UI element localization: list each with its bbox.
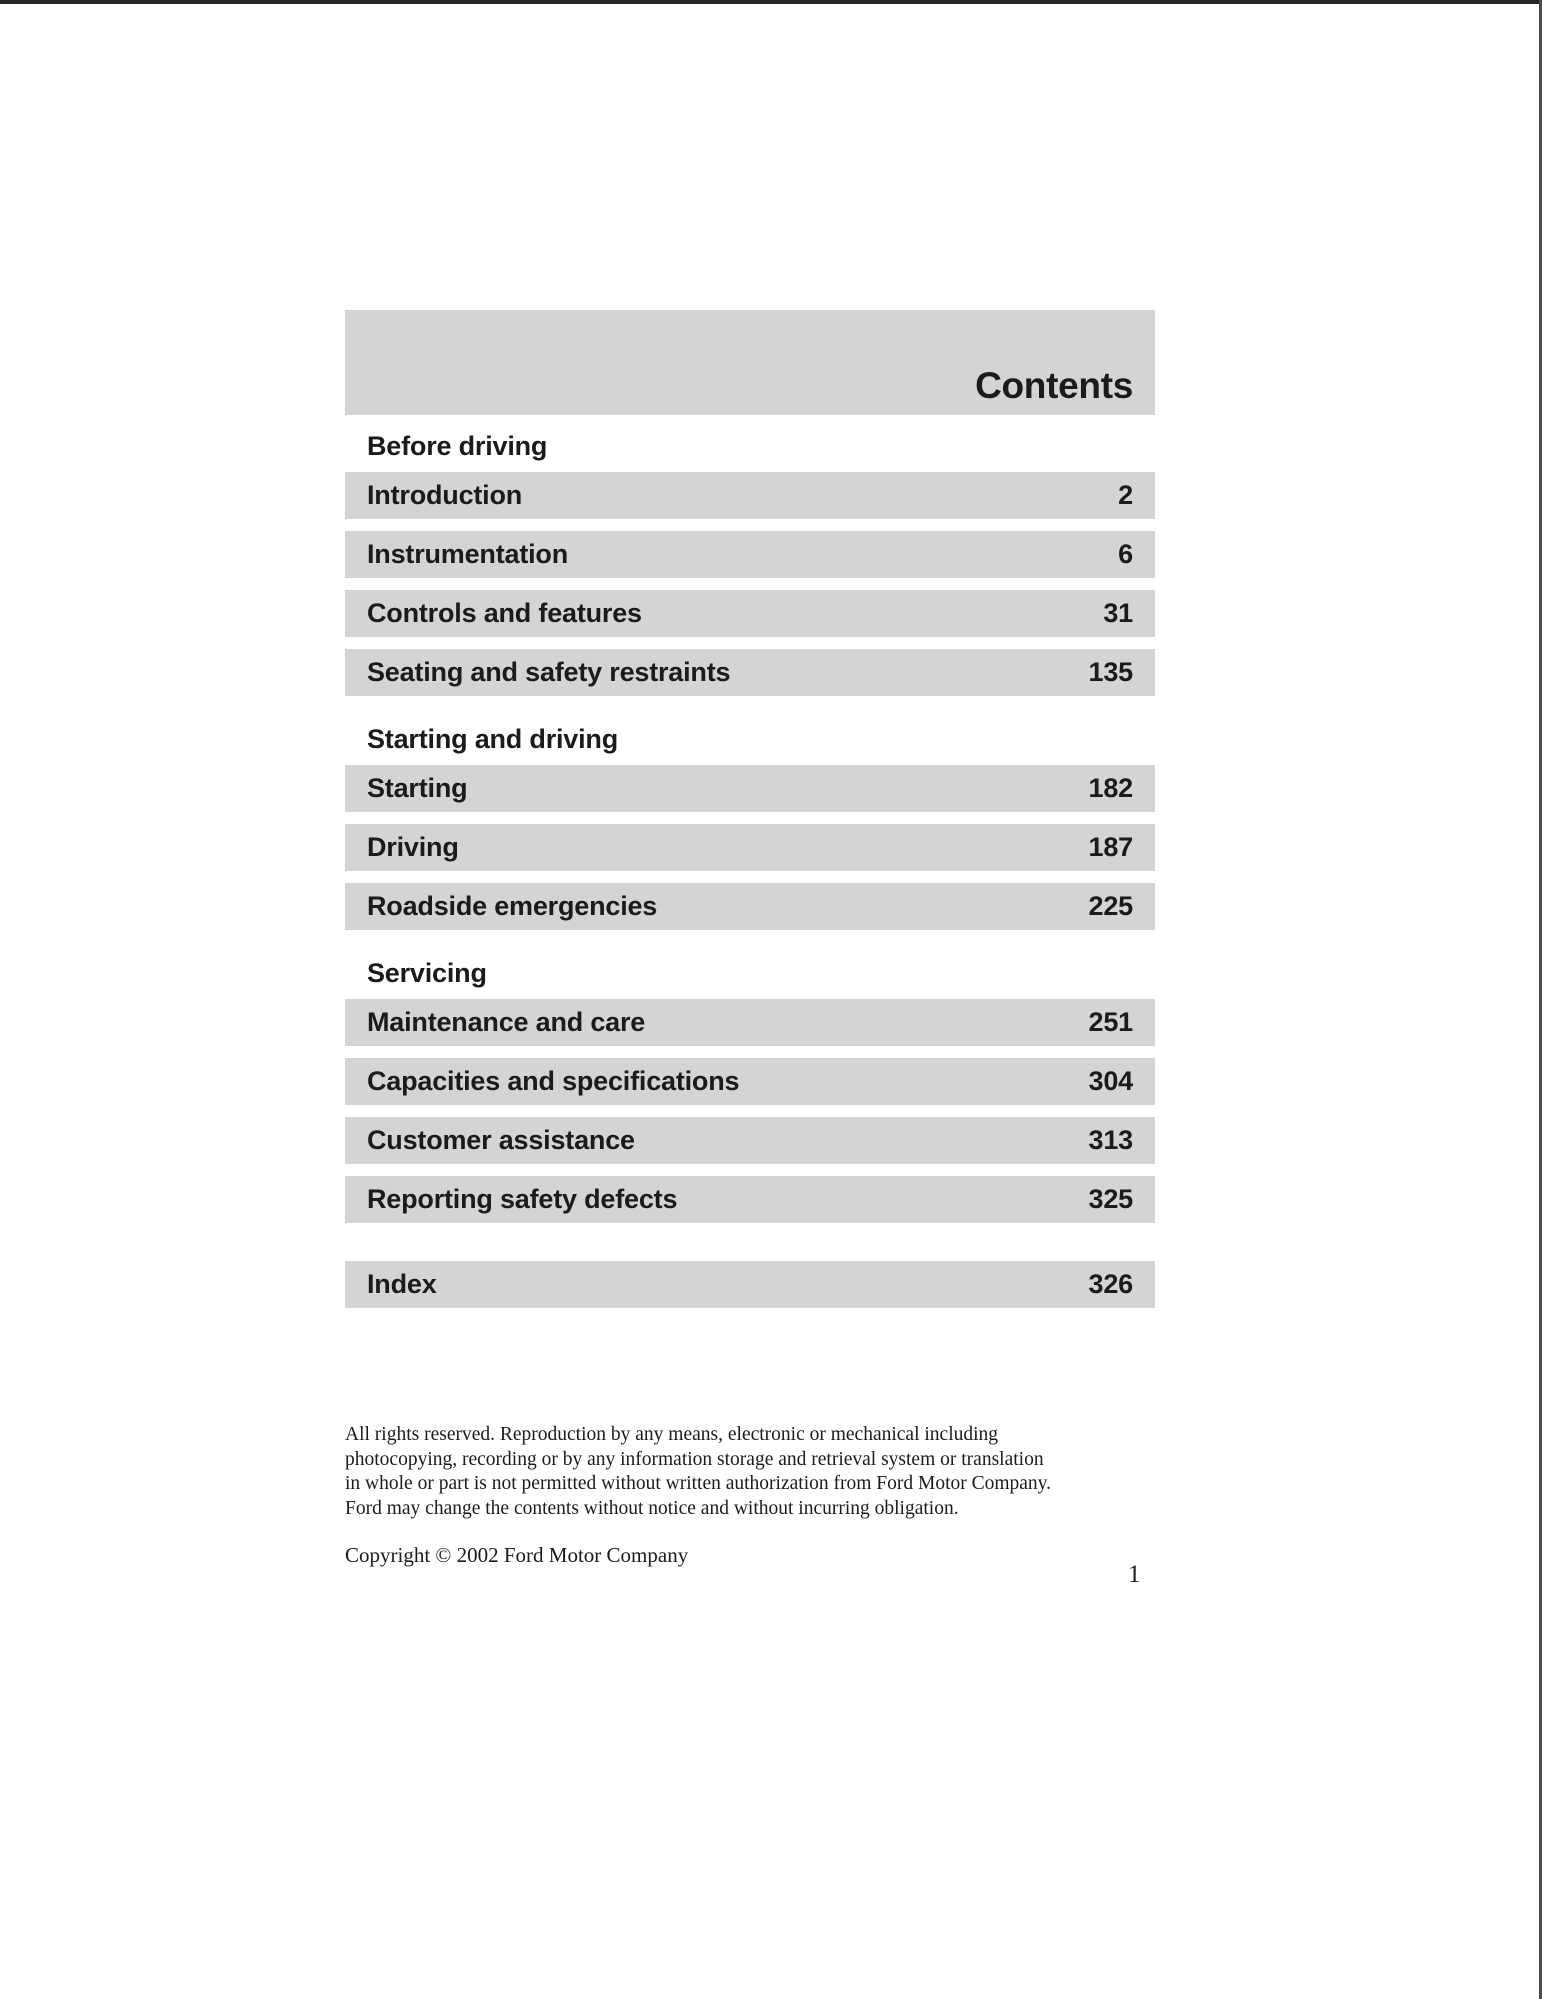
- toc-entry-label: Instrumentation: [367, 539, 569, 569]
- toc-entry-label: Capacities and specifications: [367, 1066, 740, 1096]
- toc-group-heading: Servicing: [345, 942, 1155, 999]
- toc-entry-label: Controls and features: [367, 598, 642, 628]
- page-edge-top: [0, 0, 1542, 4]
- toc-entry-page-number: 135: [1088, 657, 1133, 687]
- copyright-line: Copyright © 2002 Ford Motor Company: [345, 1543, 689, 1567]
- legal-line-1: All rights reserved. Reproduction by any means, electronic or mechanical including: [345, 1424, 999, 1445]
- toc-entry-page-number: 251: [1088, 1007, 1133, 1037]
- toc-entry[interactable]: [345, 531, 1155, 578]
- legal-line-3: in whole or part is not permitted without written authorization from Ford Motor Company.: [345, 1473, 1052, 1494]
- toc-entry-page-number: 182: [1088, 773, 1133, 803]
- toc-entry[interactable]: [345, 999, 1155, 1046]
- toc-entry-page-number: 225: [1088, 891, 1133, 921]
- toc-entry-label: Index: [367, 1269, 437, 1299]
- toc-entry[interactable]: [345, 649, 1155, 696]
- toc-entry-label: Reporting safety defects: [367, 1184, 678, 1214]
- toc-entry-label: Customer assistance: [367, 1125, 635, 1155]
- toc-header-band: [345, 310, 1155, 415]
- toc-entry-page-number: 6: [1118, 539, 1133, 569]
- toc-entry[interactable]: [345, 1176, 1155, 1223]
- toc-entry[interactable]: [345, 472, 1155, 519]
- toc-group-heading: Starting and driving: [345, 708, 1155, 765]
- toc-entry-page-number: 31: [1103, 598, 1133, 628]
- toc-group-list: [345, 415, 1155, 1223]
- page-title: Contents: [975, 365, 1133, 406]
- toc-group-heading: Before driving: [345, 415, 1155, 472]
- toc-entry-label: Introduction: [367, 480, 523, 510]
- toc-entry-label: Roadside emergencies: [367, 891, 658, 921]
- toc-entry[interactable]: [345, 590, 1155, 637]
- toc-entry-index[interactable]: [345, 1261, 1155, 1308]
- toc-entry-page-number: 326: [1088, 1269, 1133, 1299]
- toc-entry-label: Maintenance and care: [367, 1007, 646, 1037]
- toc-entry-label: Seating and safety restraints: [367, 657, 731, 687]
- toc-entry[interactable]: [345, 1117, 1155, 1164]
- toc-entry[interactable]: [345, 765, 1155, 812]
- legal-notice: [345, 1423, 1160, 1568]
- toc-entry[interactable]: [345, 1058, 1155, 1105]
- table-of-contents: [345, 310, 1155, 1320]
- toc-entry[interactable]: [345, 883, 1155, 930]
- toc-entry[interactable]: [345, 824, 1155, 871]
- toc-entry-page-number: 2: [1118, 480, 1133, 510]
- legal-line-4: Ford may change the contents without notice and without incurring obligation.: [345, 1497, 959, 1519]
- toc-entry-page-number: 313: [1088, 1125, 1133, 1155]
- toc-entry-label: Driving: [367, 832, 459, 862]
- toc-entry-page-number: 304: [1088, 1066, 1133, 1096]
- toc-entry-label: Starting: [367, 773, 468, 803]
- legal-line-2: photocopying, recording or by any information storage and retrieval system or translation: [345, 1448, 1044, 1470]
- toc-entry-page-number: 325: [1088, 1184, 1133, 1214]
- toc-entry-page-number: 187: [1088, 832, 1133, 862]
- page-number: 1: [1128, 1561, 1141, 1588]
